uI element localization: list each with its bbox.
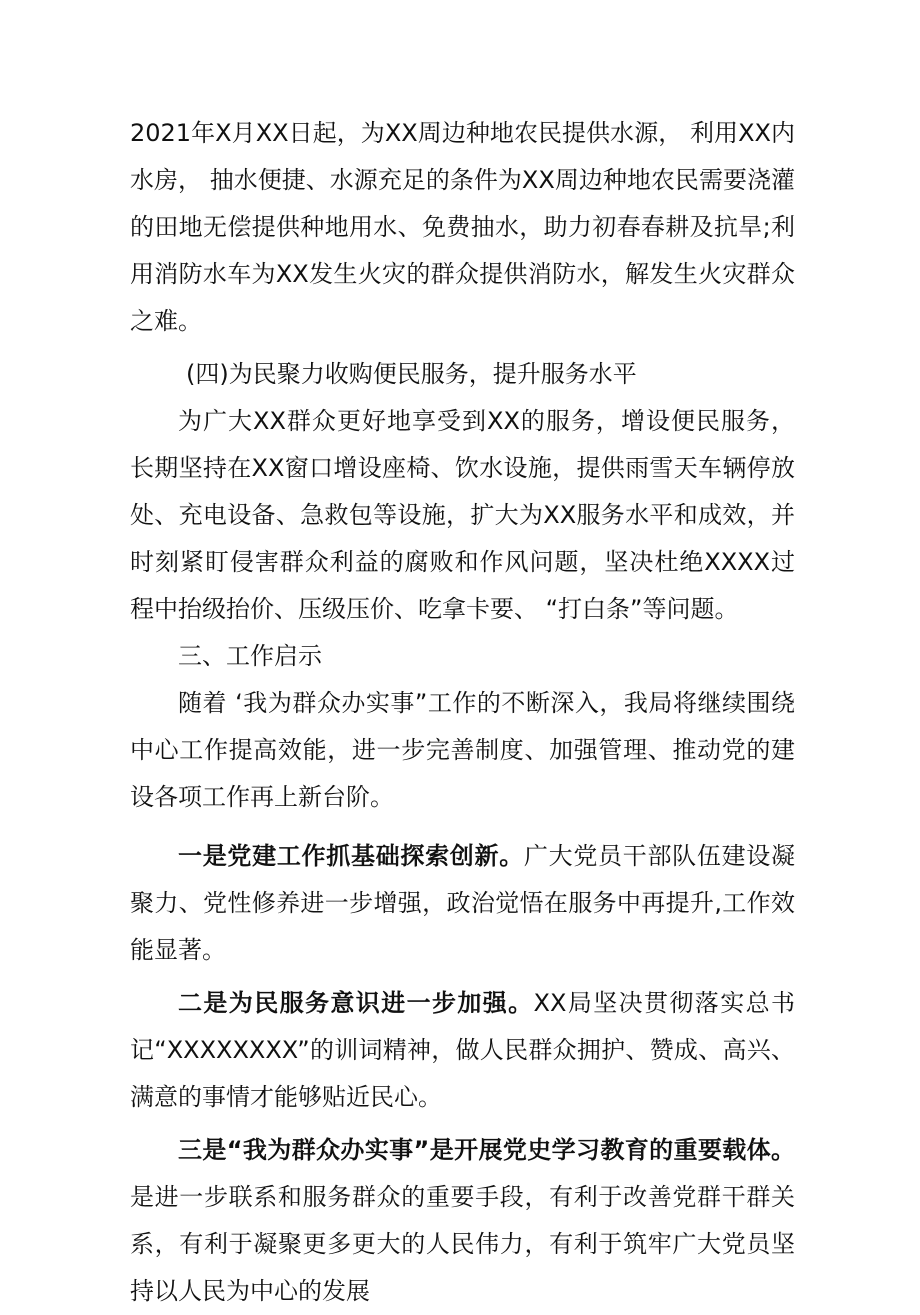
document-body [130, 110, 795, 1315]
point-one-lead: 一是党建工作抓基础探索创新。 [178, 842, 524, 870]
paragraph-work-insights-intro: 随着 ‘我为群众办实事”工作的不断深入，我局将继续围绕中心工作提高效能，进一步完善制度、加强管理、推动党的建设各项工作再上新台阶。 [130, 689, 795, 811]
section-heading-work-insights: 三、工作启示 [178, 642, 322, 670]
point-two-lead: 二是为民服务意识进一步加强。 [178, 989, 534, 1017]
subheading-convenience-service: (四)为民聚力收购便民服务，提升服务水平 [186, 360, 637, 388]
point-two [130, 980, 795, 1121]
paragraph-water-supply: 2021年X月XX日起，为XX周边种地农民提供水源， 利用XX内水房， 抽水便捷、水源充足的条件为XX周边种地农民需要浇灌的田地无偿提供种地用水、免费抽水，助力初春春耕及抗旱;利用消防水车为XX发生火灾的群众提供消防水，解发生火灾群众之难。 [130, 119, 795, 335]
point-three [130, 1127, 795, 1315]
point-one [130, 833, 795, 974]
point-one-text: 广大党员干部队伍建设凝聚力、党性修养进一步增强，政治觉悟在服务中再提升,工作效能显著。 [130, 842, 796, 964]
point-two-text: XX局坚决贯彻落实总书记“XXXXXXXX”的训词精神，做人民群众拥护、赞成、高兴、满意的事情才能够贴近民心。 [130, 989, 795, 1111]
point-three-text: 是进一步联系和服务群众的重要手段，有利于改善党群干群关系，有利于凝聚更多更大的人民伟力，有利于筑牢广大党员坚持以人民为中心的发展 [130, 1183, 795, 1305]
paragraph-convenience-service: 为广大XX群众更好地享受到XX的服务，增设便民服务，长期坚持在XX窗口增设座椅、饮水设施，提供雨雪天车辆停放处、充电设备、急救包等设施，扩大为XX服务水平和成效，并时刻紧盯侵害群众利益的腐败和作风问题，坚决杜绝XXXX过程中抬级抬价、压级压价、吃拿卡要、 “打白条”等问题。 [130, 407, 795, 623]
point-three-lead: 三是“我为群众办实事”是开展党史学习教育的重要载体。 [178, 1136, 795, 1164]
